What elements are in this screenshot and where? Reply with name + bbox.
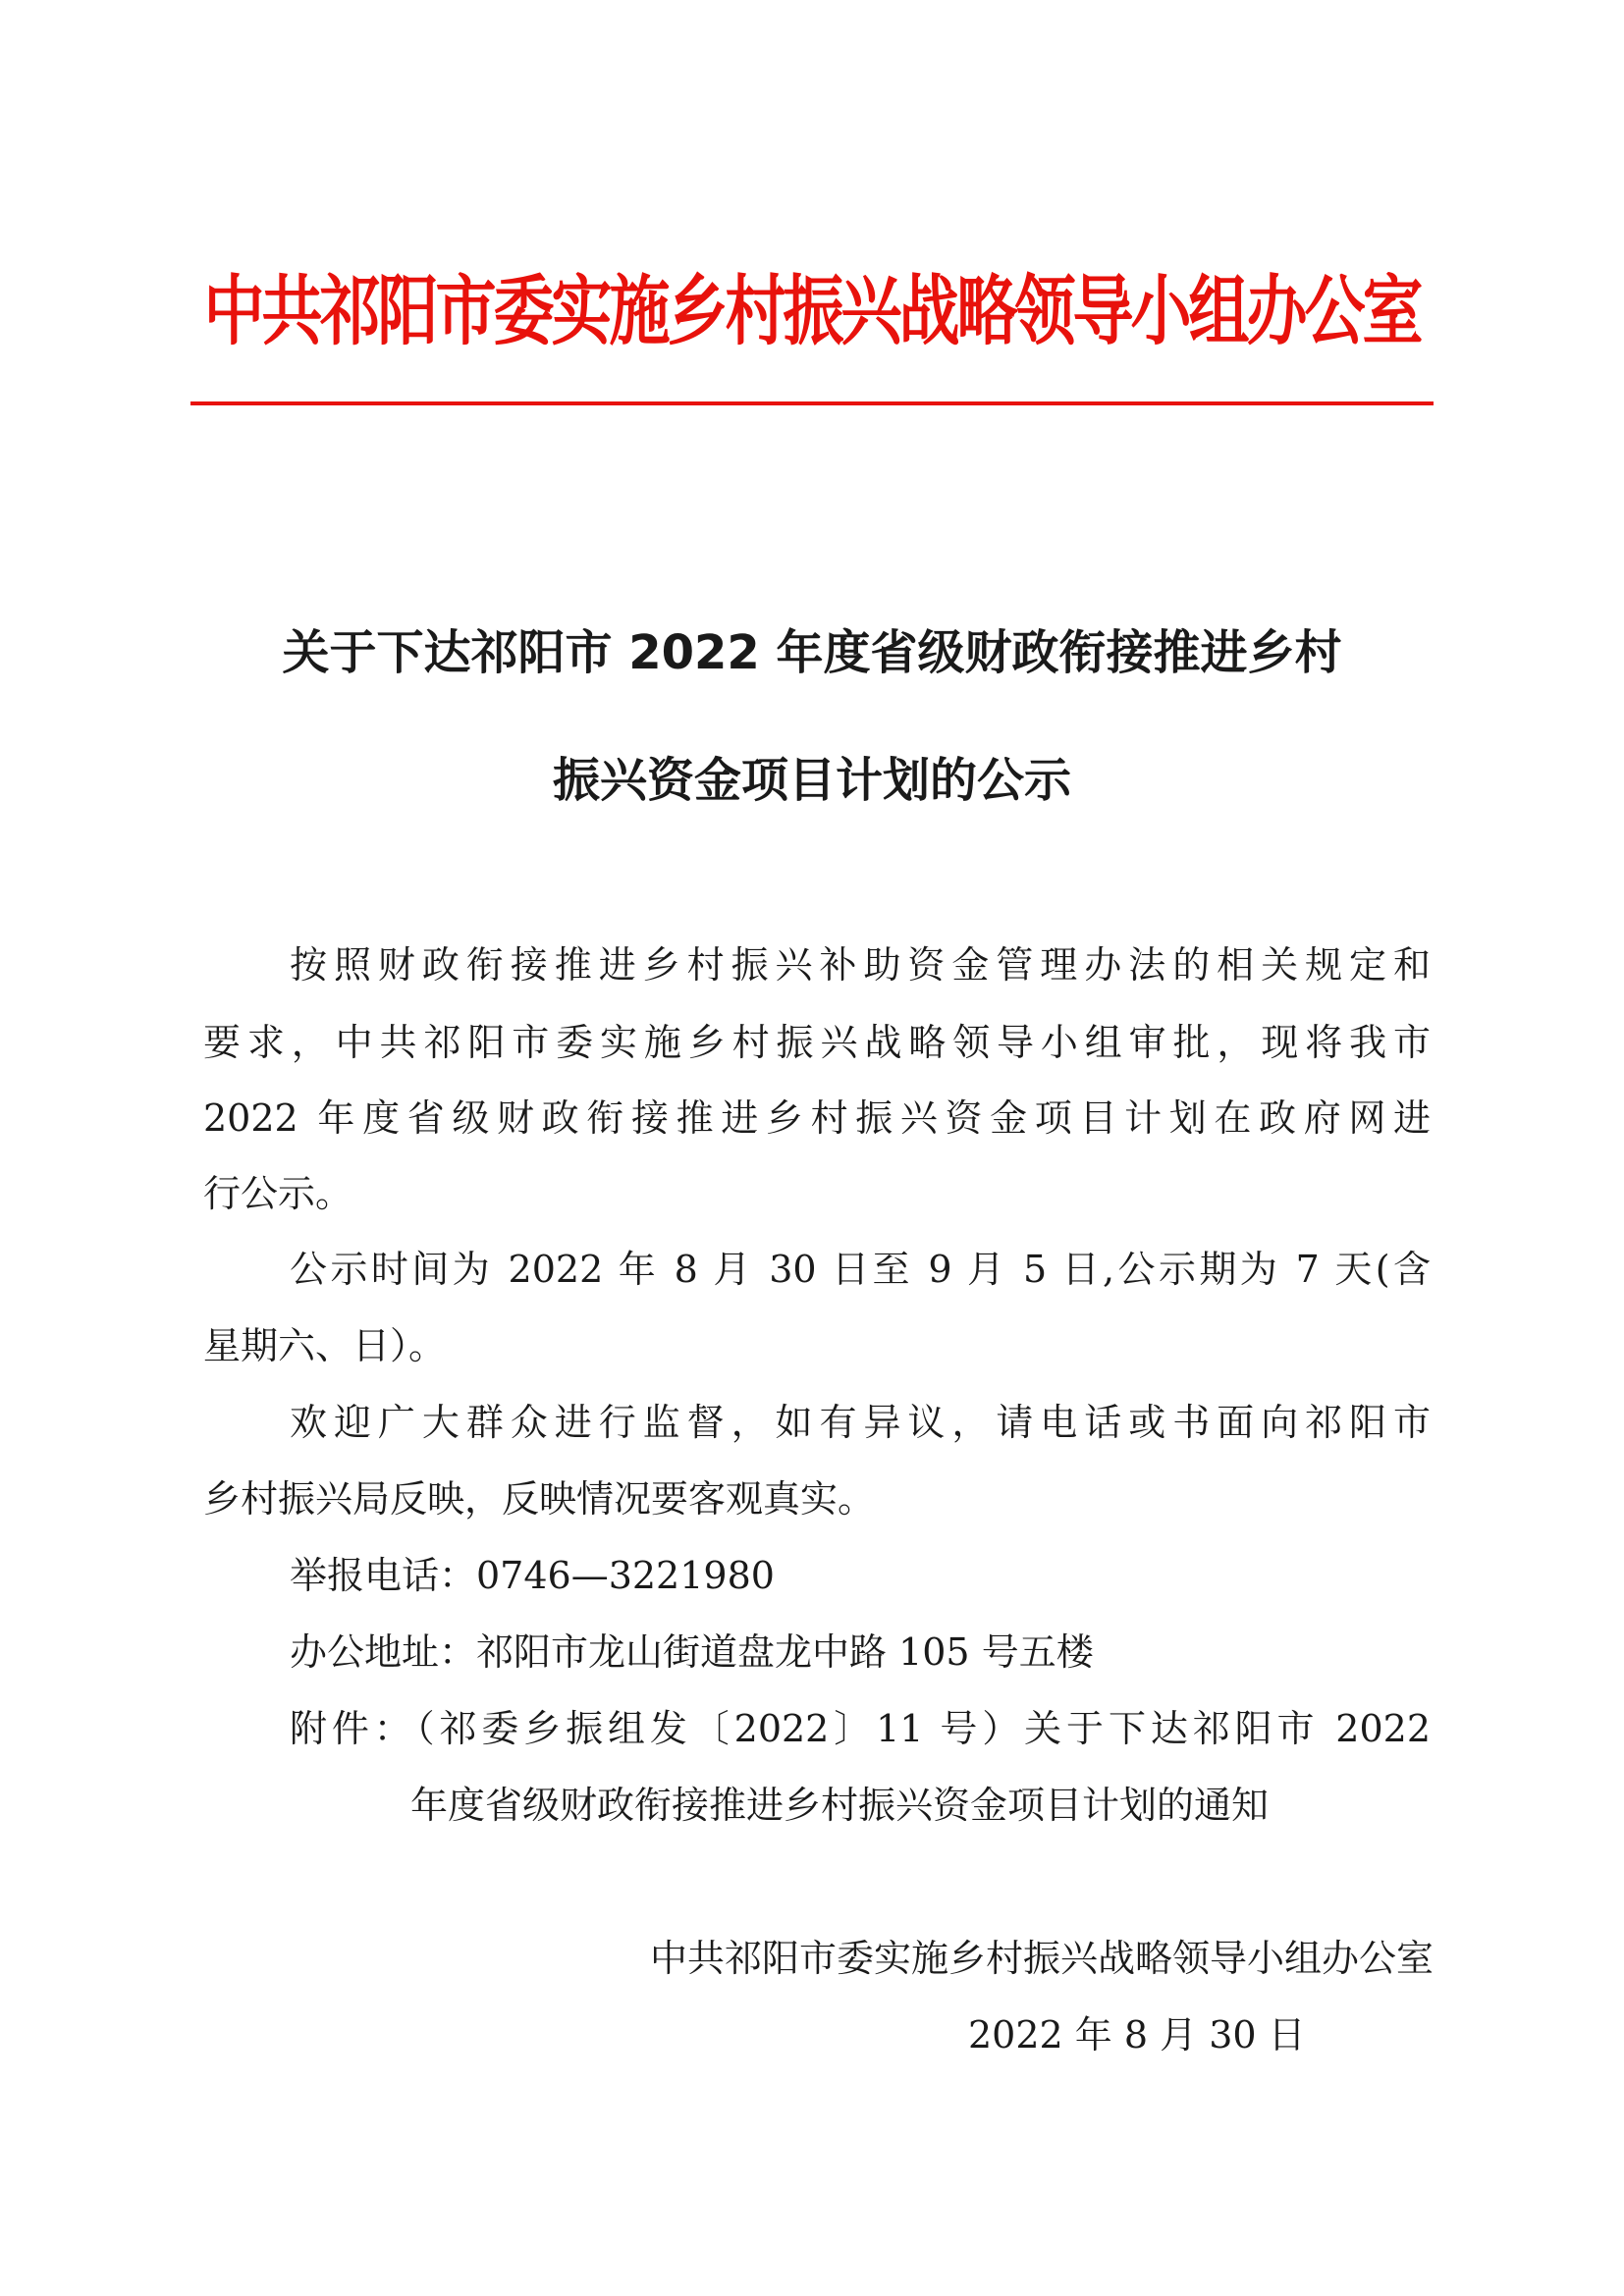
attachment-line-1: 附件：（祁委乡振组发〔2022〕11 号）关于下达祁阳市 2022 <box>290 1707 1431 1750</box>
signature-org: 中共祁阳市委实施乡村振兴战略领导小组办公室 <box>649 1937 1434 1980</box>
report-phone-line: 举报电话：0746—3221980 <box>290 1554 775 1597</box>
body-paragraph-1-line-3: 2022 年度省级财政衔接推进乡村振兴资金项目计划在政府网进 <box>203 1096 1431 1140</box>
attachment-line-2: 年度省级财政衔接推进乡村振兴资金项目计划的通知 <box>410 1784 1270 1827</box>
document-title-line-1: 关于下达祁阳市 2022 年度省级财政衔接推进乡村 <box>282 625 1342 680</box>
red-header-rule <box>190 401 1434 405</box>
body-paragraph-3-line-2: 乡村振兴局反映，反映情况要客观真实。 <box>203 1477 876 1521</box>
document-title-line-2: 振兴资金项目计划的公示 <box>552 753 1071 808</box>
signature-date: 2022 年 8 月 30 日 <box>968 2013 1306 2056</box>
body-paragraph-1-line-2: 要求，中共祁阳市委实施乡村振兴战略领导小组审批，现将我市 <box>203 1021 1431 1064</box>
body-paragraph-3-line-1: 欢迎广大群众进行监督，如有异议，请电话或书面向祁阳市 <box>290 1401 1431 1444</box>
office-address-line: 办公地址：祁阳市龙山街道盘龙中路 105 号五楼 <box>290 1630 1094 1674</box>
body-paragraph-1-line-4: 行公示。 <box>203 1172 353 1215</box>
body-paragraph-2-line-2: 星期六、日）。 <box>203 1324 447 1367</box>
body-paragraph-1-line-1: 按照财政衔接推进乡村振兴补助资金管理办法的相关规定和 <box>290 943 1431 987</box>
body-paragraph-2-line-1: 公示时间为 2022 年 8 月 30 日至 9 月 5 日,公示期为 7 天(含 <box>290 1248 1431 1291</box>
issuing-org-header: 中共祁阳市委实施乡村振兴战略领导小组办公室 <box>203 265 1421 355</box>
